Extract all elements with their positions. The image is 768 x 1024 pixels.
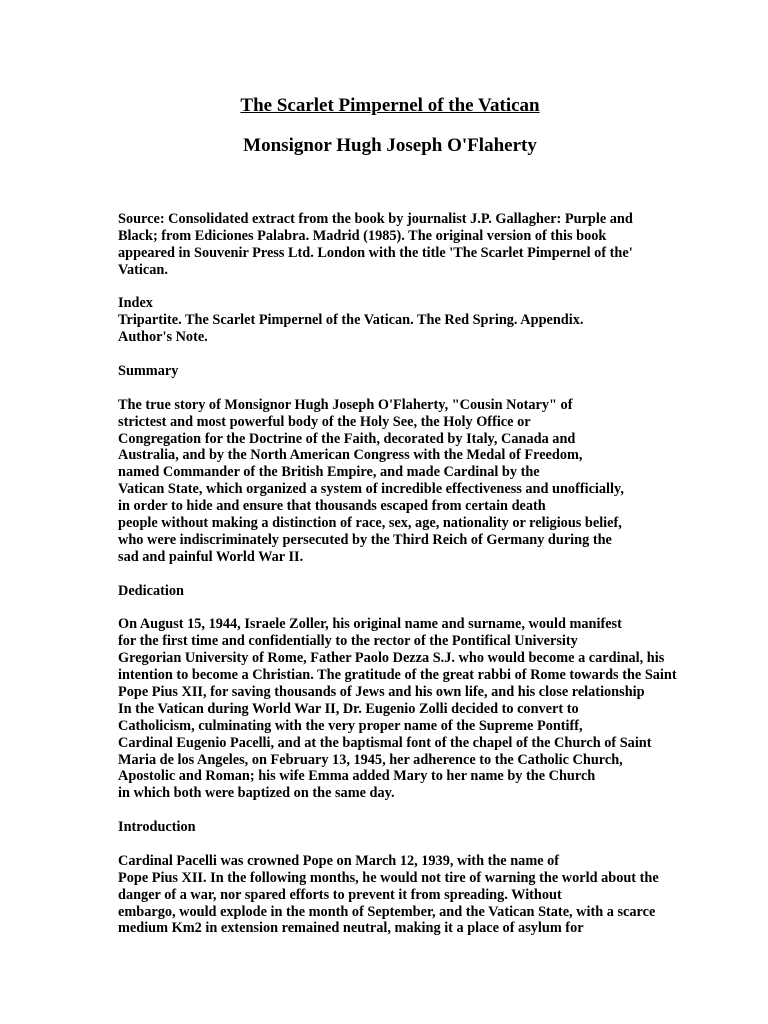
document-body xyxy=(118,211,768,937)
dedication-line: Pope Pius XII, for saving thousands of Jews and his own life, and his close relationship xyxy=(118,683,645,700)
summary-line: Australia, and by the North American Congress with the Medal of Freedom, xyxy=(118,447,583,464)
dedication-line: in which both were baptized on the same day. xyxy=(118,785,395,802)
dedication-line: intention to become a Christian. The gratitude of the great rabbi of Rome towards the Saint xyxy=(118,667,677,684)
dedication-line: Gregorian University of Rome, Father Paolo Dezza S.J. who would become a cardinal, his xyxy=(118,650,665,667)
source-paragraph xyxy=(118,211,768,279)
introduction-line: danger of a war, nor spared efforts to prevent it from spreading. Without xyxy=(118,886,562,903)
source-line: Vatican. xyxy=(118,261,168,278)
introduction-section xyxy=(118,819,768,937)
summary-line: in order to hide and ensure that thousands escaped from certain death xyxy=(118,498,546,515)
document-title: The Scarlet Pimpernel of the Vatican xyxy=(240,95,540,116)
dedication-line: Cardinal Eugenio Pacelli, and at the baptismal font of the chapel of the Church of Saint xyxy=(118,734,652,751)
dedication-line: On August 15, 1944, Israele Zoller, his original name and surname, would manifest xyxy=(118,616,622,633)
source-line: Black; from Ediciones Palabra. Madrid (1985). The original version of this book xyxy=(118,227,607,244)
dedication-line: Catholicism, culminating with the very proper name of the Supreme Pontiff, xyxy=(118,717,583,734)
index-line: Tripartite. The Scarlet Pimpernel of the Vatican. The Red Spring. Appendix. xyxy=(118,312,584,329)
index-section xyxy=(118,295,768,346)
summary-line: The true story of Monsignor Hugh Joseph O'Flaherty, "Cousin Notary" of xyxy=(118,396,573,413)
summary-line: Congregation for the Doctrine of the Faith, decorated by Italy, Canada and xyxy=(118,430,576,447)
introduction-line: medium Km2 in extension remained neutral, making it a place of asylum for xyxy=(118,920,584,937)
dedication-section xyxy=(118,583,768,803)
introduction-line: Cardinal Pacelli was crowned Pope on March 12, 1939, with the name of xyxy=(118,852,560,869)
summary-line: who were indiscriminately persecuted by the Third Reich of Germany during the xyxy=(118,531,612,548)
summary-line: Vatican State, which organized a system of incredible effectiveness and unofficially, xyxy=(118,481,624,498)
dedication-line: In the Vatican during World War II, Dr. Eugenio Zolli decided to convert to xyxy=(118,700,579,717)
summary-line: strictest and most powerful body of the Holy See, the Holy Office or xyxy=(118,413,531,430)
summary-line: sad and painful World War II. xyxy=(118,548,304,565)
summary-line: people without making a distinction of race, sex, age, nationality or religious belief, xyxy=(118,515,622,532)
dedication-heading: Dedication xyxy=(118,582,184,599)
summary-line: named Commander of the British Empire, and made Cardinal by the xyxy=(118,464,540,481)
source-line: Source: Consolidated extract from the book by journalist J.P. Gallagher: Purple and xyxy=(118,211,633,227)
dedication-line: for the first time and confidentially to the rector of the Pontifical University xyxy=(118,633,578,650)
introduction-line: Pope Pius XII. In the following months, he would not tire of warning the world about the xyxy=(118,869,659,886)
summary-section xyxy=(118,363,768,566)
summary-heading: Summary xyxy=(118,363,179,380)
introduction-heading: Introduction xyxy=(118,819,196,836)
document-subtitle: Monsignor Hugh Joseph O'Flaherty xyxy=(243,135,537,156)
index-heading: Index xyxy=(118,295,153,312)
source-line: appeared in Souvenir Press Ltd. London with the title 'The Scarlet Pimpernel of the' xyxy=(118,244,633,261)
dedication-line: Maria de los Angeles, on February 13, 1945, her adherence to the Catholic Church, xyxy=(118,751,623,768)
introduction-line: embargo, would explode in the month of September, and the Vatican State, with a scarce xyxy=(118,903,656,920)
index-line: Author's Note. xyxy=(118,329,208,346)
dedication-line: Apostolic and Roman; his wife Emma added Mary to her name by the Church xyxy=(118,768,596,785)
